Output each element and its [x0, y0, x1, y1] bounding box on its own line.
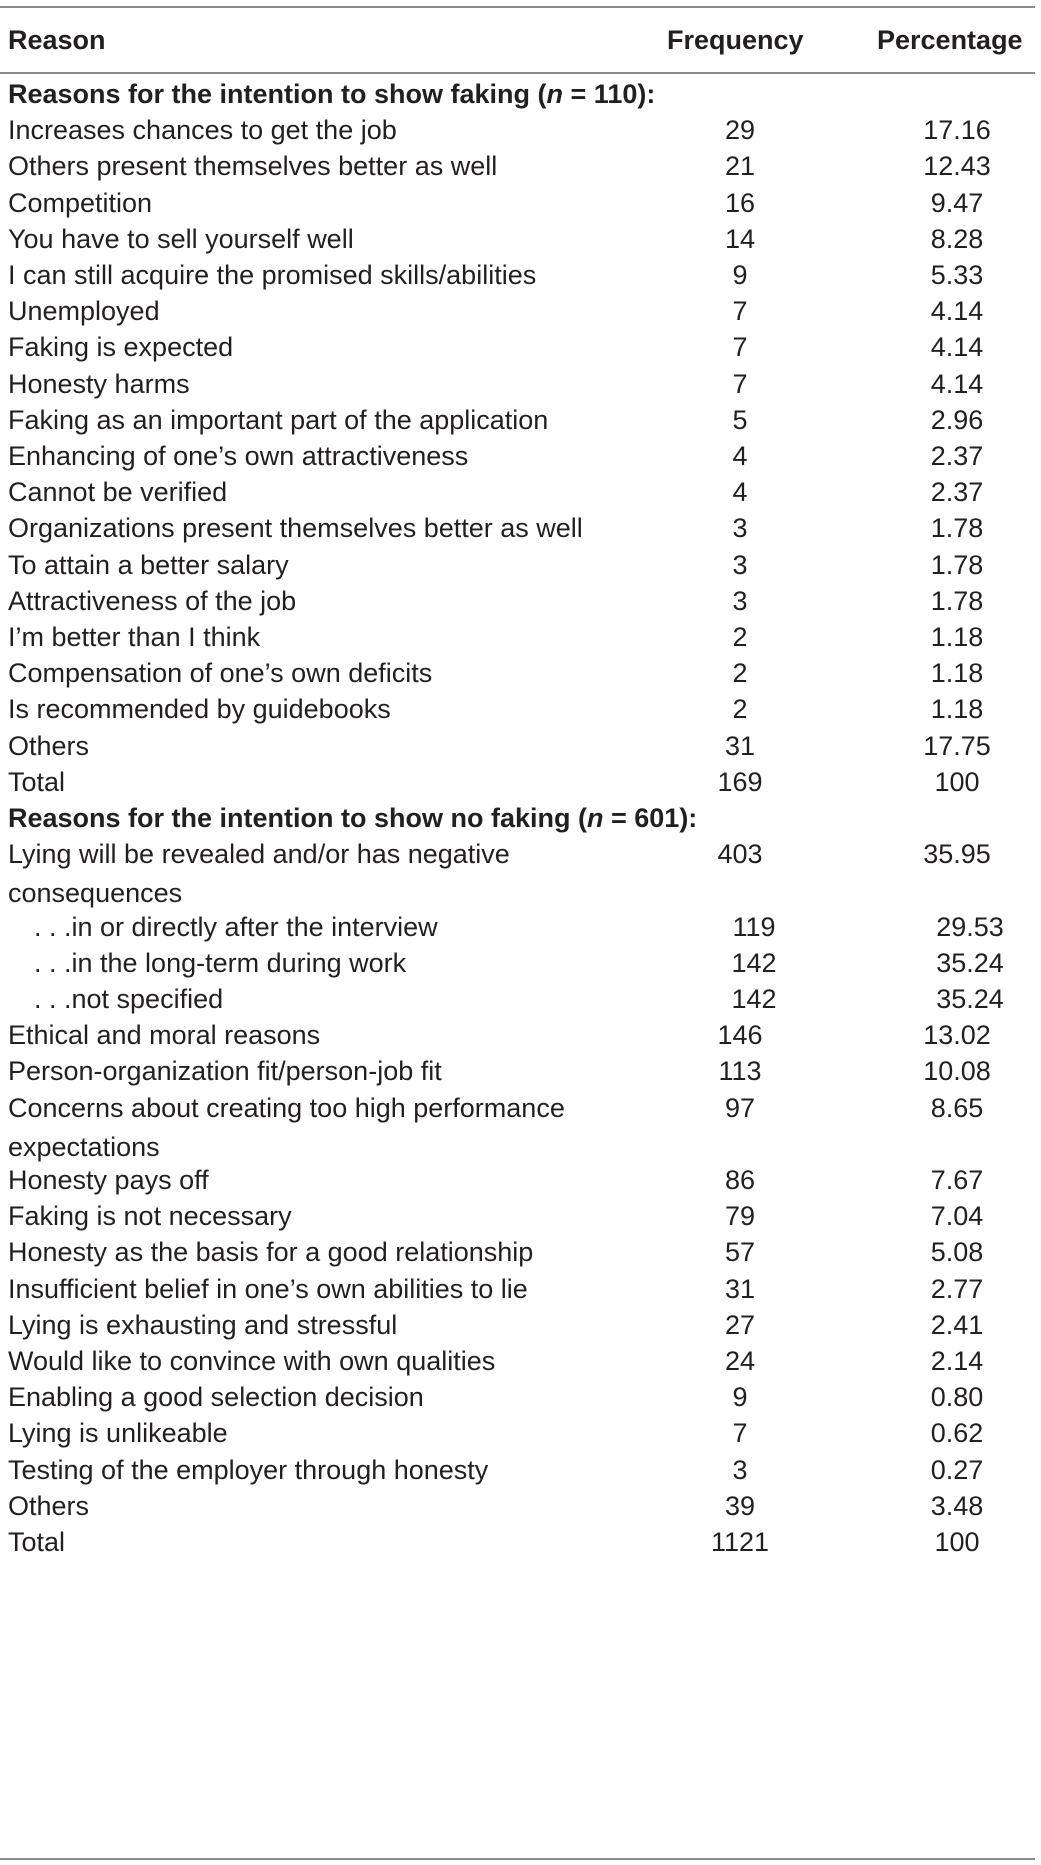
frequency-cell: 142 — [731, 947, 777, 978]
reason-cell: . . .in or directly after the interview — [34, 911, 438, 942]
frequency-cell: 2 — [732, 694, 748, 725]
frequency-cell: 2 — [732, 658, 748, 689]
frequency-cell: 113 — [718, 1056, 762, 1087]
reason-cell: Faking is expected — [8, 332, 234, 363]
section-title-post: = 601): — [603, 803, 698, 833]
percentage-cell: 5.08 — [930, 1237, 984, 1268]
frequency-cell: 403 — [717, 839, 763, 870]
percentage-cell: 7.67 — [930, 1165, 984, 1195]
frequency-cell: 16 — [724, 187, 756, 218]
percentage-cell: 2.77 — [930, 1273, 984, 1304]
percentage-cell: 35.24 — [936, 984, 1004, 1014]
column-header-reason: Reason — [8, 25, 106, 55]
percentage-cell: 17.16 — [923, 115, 991, 146]
frequency-cell: 3 — [732, 513, 748, 544]
percentage-cell: 2.96 — [930, 404, 984, 435]
reason-cell: Lying will be revealed and/or has negative — [8, 839, 510, 870]
frequency-cell: 86 — [724, 1165, 756, 1195]
percentage-cell: 8.65 — [930, 1092, 984, 1123]
reason-cell: Concerns about creating too high performance — [8, 1092, 565, 1123]
section-title-pre: Reasons for the intention to show faking ( — [8, 79, 547, 109]
reason-cell: . . .in the long-term during work — [34, 947, 407, 978]
reason-cell: Competition — [8, 187, 153, 218]
percentage-cell: 0.27 — [930, 1454, 984, 1485]
frequency-cell: 3 — [732, 585, 748, 616]
reason-cell: Enabling a good selection decision — [8, 1382, 424, 1413]
percentage-cell: 29.53 — [936, 911, 1004, 942]
percentage-cell: 0.80 — [930, 1382, 984, 1413]
frequency-cell: 14 — [724, 223, 756, 254]
reason-cell: Compensation of one’s own deficits — [8, 658, 433, 689]
section-title-n: n — [546, 79, 564, 109]
frequency-cell: 4 — [732, 441, 748, 471]
reason-cell-continued: expectations — [8, 1131, 160, 1162]
table-top-rule — [0, 6, 1035, 8]
percentage-cell: 7.04 — [930, 1201, 984, 1232]
reason-cell: I’m better than I think — [8, 622, 261, 652]
percentage-cell: 1.18 — [930, 658, 984, 689]
frequency-cell: 39 — [724, 1490, 756, 1521]
percentage-cell: 35.95 — [923, 839, 991, 870]
frequency-cell: 2 — [732, 622, 748, 652]
frequency-cell: 142 — [731, 984, 777, 1014]
percentage-cell: 8.28 — [930, 223, 984, 254]
percentage-cell: 1.18 — [930, 694, 984, 725]
table-bottom-rule — [0, 1858, 1035, 1860]
frequency-cell: 27 — [724, 1309, 756, 1340]
frequency-cell: 29 — [724, 115, 756, 146]
frequency-cell: 57 — [724, 1237, 756, 1268]
percentage-cell: 5.33 — [930, 260, 984, 290]
percentage-cell: 4.14 — [930, 296, 984, 327]
reason-cell: To attain a better salary — [8, 549, 289, 580]
frequency-cell: 9 — [732, 1382, 748, 1413]
percentage-cell: 4.14 — [930, 368, 984, 399]
reason-cell: Honesty pays off — [8, 1165, 209, 1195]
percentage-cell: 10.08 — [923, 1056, 991, 1087]
percentage-cell: 0.62 — [930, 1418, 984, 1449]
frequency-cell: 5 — [732, 404, 748, 435]
reason-cell: Is recommended by guidebooks — [8, 694, 391, 725]
column-header-frequency: Frequency — [667, 25, 804, 55]
percentage-cell: 13.02 — [923, 1020, 991, 1051]
reason-cell-continued: consequences — [8, 878, 183, 909]
percentage-cell: 2.14 — [930, 1346, 984, 1376]
frequency-cell: 7 — [732, 296, 748, 327]
percentage-cell: 2.37 — [930, 477, 984, 508]
reason-cell: Total — [8, 766, 66, 797]
reason-cell: Ethical and moral reasons — [8, 1020, 321, 1051]
frequency-cell: 7 — [732, 368, 748, 399]
reason-cell: Person-organization fit/person-job fit — [8, 1056, 442, 1087]
section-title-pre: Reasons for the intention to show no faking ( — [8, 803, 587, 833]
reason-cell: Others — [8, 1490, 90, 1521]
column-header-percentage: Percentage — [877, 25, 1023, 55]
frequency-cell: 7 — [732, 332, 748, 363]
reason-cell: Would like to convince with own qualities — [8, 1346, 496, 1376]
percentage-cell: 4.14 — [930, 332, 984, 363]
reason-cell: Faking is not necessary — [8, 1201, 292, 1232]
reason-cell: Lying is unlikeable — [8, 1418, 228, 1449]
frequency-cell: 169 — [717, 766, 763, 797]
percentage-cell: 100 — [934, 1527, 980, 1557]
frequency-cell: 24 — [724, 1346, 756, 1376]
frequency-cell: 1121 — [710, 1527, 770, 1557]
reason-cell: Others present themselves better as well — [8, 151, 498, 182]
reason-cell: Cannot be verified — [8, 477, 228, 508]
reason-cell: Lying is exhausting and stressful — [8, 1309, 398, 1340]
frequency-cell: 7 — [732, 1418, 748, 1449]
frequency-cell: 9 — [732, 260, 748, 290]
section-title-n: n — [587, 803, 604, 833]
reason-cell: Organizations present themselves better as well — [8, 513, 583, 544]
reason-cell: You have to sell yourself well — [8, 223, 354, 254]
reason-cell: Honesty harms — [8, 368, 190, 399]
reason-cell: Attractiveness of the job — [8, 585, 297, 616]
reason-cell: Insufficient belief in one’s own abilities to lie — [8, 1273, 528, 1304]
reason-cell: Enhancing of one’s own attractiveness — [8, 441, 469, 471]
reason-cell: Unemployed — [8, 296, 160, 327]
reason-cell: Total — [8, 1527, 66, 1557]
frequency-cell: 119 — [732, 911, 776, 942]
percentage-cell: 2.41 — [930, 1309, 984, 1340]
frequency-cell: 146 — [717, 1020, 763, 1051]
percentage-cell: 1.78 — [930, 549, 984, 580]
percentage-cell: 9.47 — [930, 187, 984, 218]
section-title-post: = 110): — [563, 79, 656, 109]
frequency-cell: 3 — [732, 1454, 748, 1485]
frequency-cell: 21 — [724, 151, 756, 182]
frequency-cell: 31 — [724, 1273, 756, 1304]
percentage-cell: 3.48 — [930, 1490, 984, 1521]
percentage-cell: 1.78 — [930, 585, 984, 616]
frequency-cell: 97 — [724, 1092, 756, 1123]
reason-cell: Increases chances to get the job — [8, 115, 397, 146]
reason-cell: Faking as an important part of the application — [8, 404, 549, 435]
reason-cell: Honesty as the basis for a good relationship — [8, 1237, 534, 1268]
frequency-cell: 31 — [724, 730, 756, 761]
percentage-cell: 1.18 — [930, 622, 984, 652]
percentage-cell: 2.37 — [930, 441, 984, 471]
frequency-cell: 79 — [724, 1201, 756, 1232]
reason-cell: Others — [8, 730, 90, 761]
frequency-cell: 3 — [732, 549, 748, 580]
reason-cell: Testing of the employer through honesty — [8, 1454, 489, 1485]
percentage-cell: 1.78 — [930, 513, 984, 544]
reason-cell: . . .not specified — [34, 984, 224, 1014]
percentage-cell: 35.24 — [936, 947, 1004, 978]
reason-cell: I can still acquire the promised skills/abilities — [8, 260, 537, 290]
percentage-cell: 17.75 — [923, 730, 991, 761]
percentage-cell: 100 — [934, 766, 980, 797]
percentage-cell: 12.43 — [923, 151, 991, 182]
frequency-cell: 4 — [732, 477, 748, 508]
